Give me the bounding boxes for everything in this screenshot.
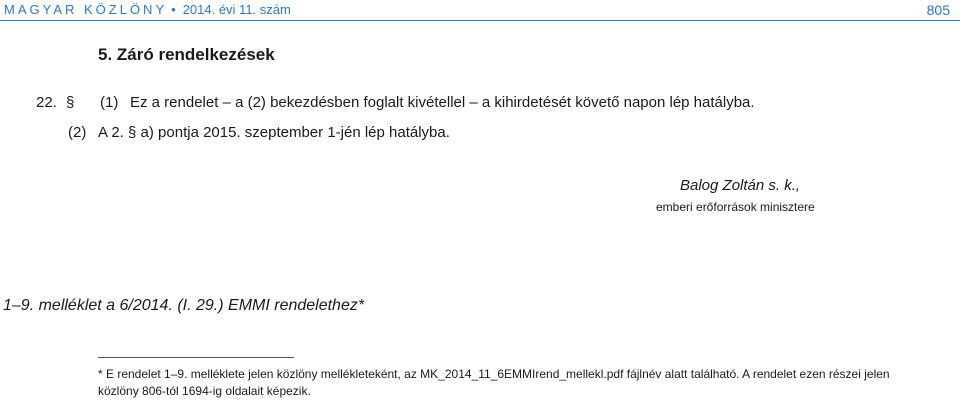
annex-title: 1–9. melléklet a 6/2014. (I. 29.) EMMI rendelethez* (3, 297, 365, 314)
paragraph-22-1 (36, 94, 755, 111)
footnote-line: közlöny 806-tól 1694-ig oldalait képezik. (98, 384, 311, 398)
section-heading: 5. Záró rendelkezések (98, 45, 275, 64)
paragraph-22-2 (68, 124, 450, 141)
subparagraph-number: (2) (68, 124, 87, 141)
paragraph-text: Ez a rendelet – a (2) bekezdésben foglalt kivétellel – a kihirdetését követő napon lép hatályba. (130, 94, 755, 111)
signature-name: Balog Zoltán s. k., (680, 177, 801, 194)
paragraph-number: 22. (36, 94, 57, 111)
page-number: 805 (926, 2, 950, 18)
paragraph-text: A 2. § a) pontja 2015. szeptember 1-jén lép hatályba. (98, 124, 450, 141)
page-header (0, 0, 960, 21)
journal-name: MAGYAR KÖZLÖNY (4, 2, 168, 17)
footnote-divider (98, 357, 294, 358)
footnote-line: * E rendelet 1–9. melléklete jelen közlöny mellékleteként, az MK_2014_11_6EMMIrend_mellekl.pdf fájlnév alatt található. A rendelet ezen részei jelen (98, 367, 890, 381)
header-bullet: • (171, 2, 176, 17)
footnote (98, 366, 960, 400)
signature-title: emberi erőforrások minisztere (656, 200, 815, 214)
section-sign: § (66, 94, 75, 111)
subparagraph-number: (1) (100, 94, 119, 111)
issue-info: 2014. évi 11. szám (182, 2, 291, 17)
header-publication-info (4, 2, 291, 17)
